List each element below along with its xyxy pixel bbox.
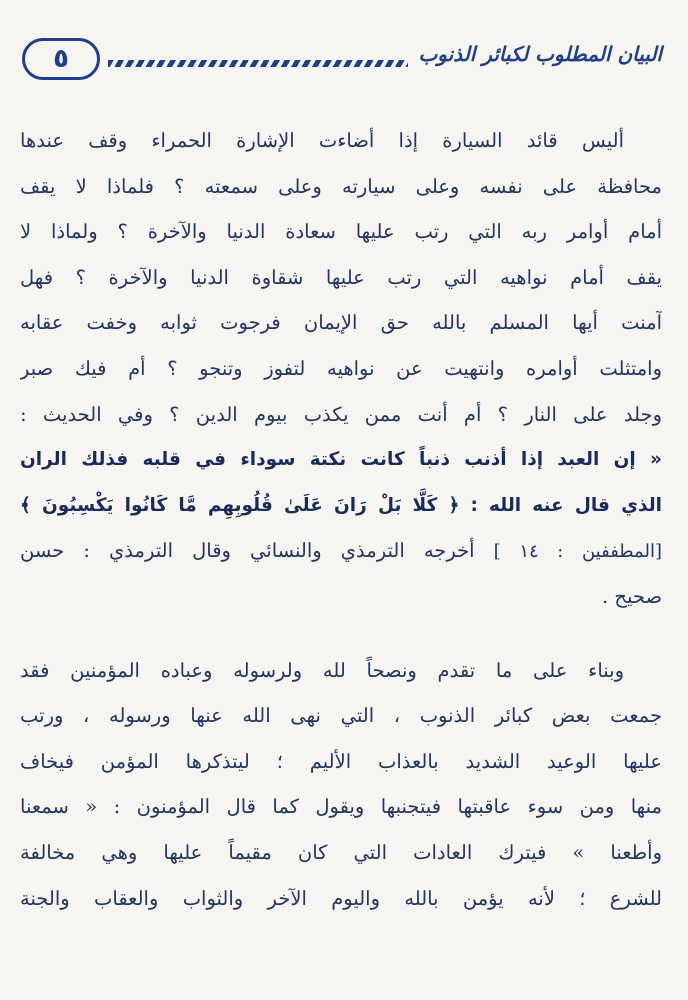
text-line: يقف أمام نواهيه التي رتب عليها شقاوة الدنيا والآخرة ؟ فهل — [20, 265, 662, 289]
text-line: وأطعنا » فيترك العادات التي كان مقيماً عليها وهي مخالفة — [20, 840, 662, 864]
hadith-line: « إن العبد إذا أذنب ذنباً كانت نكتة سوداء في قلبه فذلك الران — [20, 449, 662, 471]
text-line: وامتثلت أوامره وانتهيت عن نواهيه لتفوز وتنجو ؟ أم فيك صبر — [20, 356, 662, 380]
quran-reference: [المطففين : ١٤ ] — [493, 541, 662, 563]
paragraph-2 — [20, 648, 662, 922]
citation-line — [20, 528, 662, 574]
quran-verse: كَلَّا بَلْ رَانَ عَلَىٰ قُلُوبِهِم مَّا كَانُوا يَكْسِبُونَ — [42, 494, 438, 516]
text-line: وجلد على النار ؟ أم أنت ممن يكذب بيوم الدين ؟ وفي الحديث : — [20, 402, 662, 426]
hadith-source: أخرجه الترمذي والنسائي وقال الترمذي : حسن — [20, 539, 475, 563]
quran-close-bracket: ﴾ — [20, 494, 31, 516]
text-line: للشرع ؛ لأنه يؤمن بالله واليوم الآخر والثواب والعقاب والجنة — [20, 886, 662, 910]
page-header — [22, 38, 662, 84]
text-line: أمام أوامر ربه التي رتب عليها سعادة الدنيا والآخرة ؟ ولماذا لا — [20, 220, 662, 244]
text-line: منها ومن سوء عاقبتها فيتجنبها ويقول كما قال المؤمنون : « سمعنا — [20, 795, 662, 819]
header-decorative-rule — [108, 60, 408, 67]
hadith-line-with-verse — [20, 483, 662, 529]
paragraph-1 — [20, 118, 662, 620]
main-text — [20, 118, 662, 921]
text-line: عليها الوعيد الشديد بالعذاب الأليم ؛ ليتذكرها المؤمن فيخاف — [20, 749, 662, 773]
text-line: محافظة على نفسه وعلى سيارته وعلى سمعته ؟ فلماذا لا يقف — [20, 174, 662, 198]
text-line: صحيح . — [601, 584, 662, 608]
text-line: آمنت أيها المسلم بالله حق الإيمان فرجوت ثوابه وخفت عقابه — [20, 311, 662, 335]
page-number: ٥ — [53, 44, 69, 74]
page-number-frame — [22, 38, 100, 80]
quran-open-bracket: ﴿ — [448, 494, 460, 516]
text-line: جمعت بعض كبائر الذنوب ، التي نهى الله عنها ورسوله ، ورتب — [20, 704, 662, 728]
hadith-text: الذي قال عنه الله : — [470, 494, 662, 516]
text-line: وبناء على ما تقدم ونصحاً لله ولرسوله وعباده المؤمنين فقد — [20, 658, 624, 682]
text-line: أليس قائد السيارة إذا أضاءت الإشارة الحمراء وقف عندها — [20, 129, 624, 152]
running-title: البيان المطلوب لكبائر الذنوب — [418, 42, 662, 66]
paragraph-gap — [20, 620, 662, 648]
